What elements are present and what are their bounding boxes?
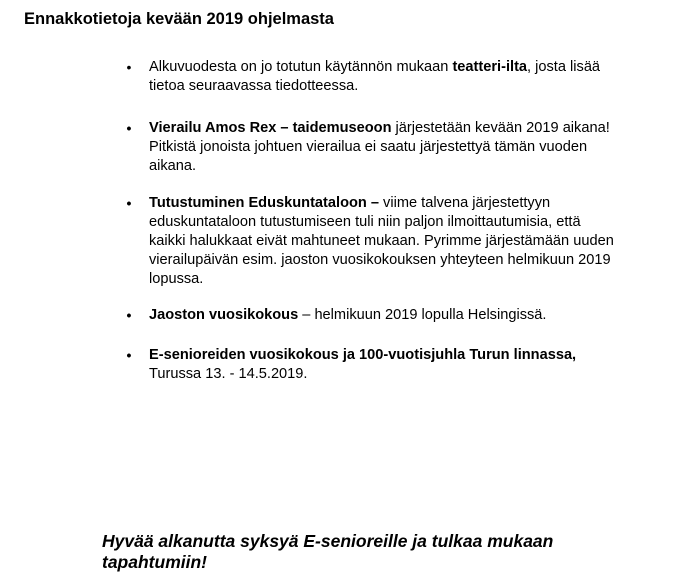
bullet-icon: • <box>126 307 132 323</box>
text-line: vierailupäivän esim. jaoston vuosikokouksen yhteyteen helmikuun 2019 <box>149 252 611 268</box>
document-heading: Ennakkotietoja kevään 2019 ohjelmasta <box>24 10 334 28</box>
bullet-icon: • <box>126 347 132 363</box>
text-line: aikana. <box>149 158 197 174</box>
bullet-icon: • <box>126 59 132 75</box>
text-line: Alkuvuodesta on jo totutun käytännön mukaan teatteri-ilta, josta lisää <box>149 59 601 75</box>
text-line: lopussa. <box>149 271 204 287</box>
highlight-parliament: Tutustuminen Eduskuntataloon – <box>149 195 379 211</box>
highlight-annual-meeting: Jaoston vuosikokous <box>149 307 299 323</box>
bullet-icon: • <box>126 195 132 211</box>
closing-line-1: Hyvää alkanutta syksyä E-senioreille ja tulkaa mukaan <box>102 531 554 551</box>
bullet-icon: • <box>126 120 132 136</box>
text-line: eduskuntataloon tutustumiseen tuli niin paljon ilmoittautumisia, että <box>149 214 581 230</box>
text-line <box>149 346 679 365</box>
closing-message <box>102 531 553 573</box>
text-line: kaikki halukkaat eivät mahtuneet mukaan. Pyrimme järjestämään uuden <box>149 233 614 249</box>
text-line: tietoa seuraavassa tiedotteessa. <box>149 78 359 94</box>
text-line: Jaoston vuosikokous – helmikuun 2019 lopulla Helsingissä. <box>149 307 547 323</box>
closing-line-2: tapahtumiin! <box>102 552 207 572</box>
text-line: Vierailu Amos Rex – taidemuseoon järjestetään kevään 2019 aikana! <box>149 120 610 136</box>
list-item-text <box>149 306 679 325</box>
highlight-amos-rex: Vierailu Amos Rex – taidemuseoon <box>149 120 392 136</box>
highlight-centennial: E-senioreiden vuosikokous ja 100-vuotisjuhla Turun linnassa, <box>149 347 577 363</box>
list-item-text <box>149 119 679 176</box>
text-line: Turussa 13. - 14.5.2019. <box>149 366 308 382</box>
list-item-text <box>149 194 679 289</box>
text-line: Pitkistä jonoista johtuen vierailua ei saatu järjestettyä tämän vuoden <box>149 139 588 155</box>
list-item-text <box>149 58 679 96</box>
list-item-text <box>149 346 679 384</box>
text-line: Tutustuminen Eduskuntataloon – viime talvena järjestettyyn <box>149 195 551 211</box>
highlight-theater-evening: teatteri-ilta <box>452 59 528 75</box>
